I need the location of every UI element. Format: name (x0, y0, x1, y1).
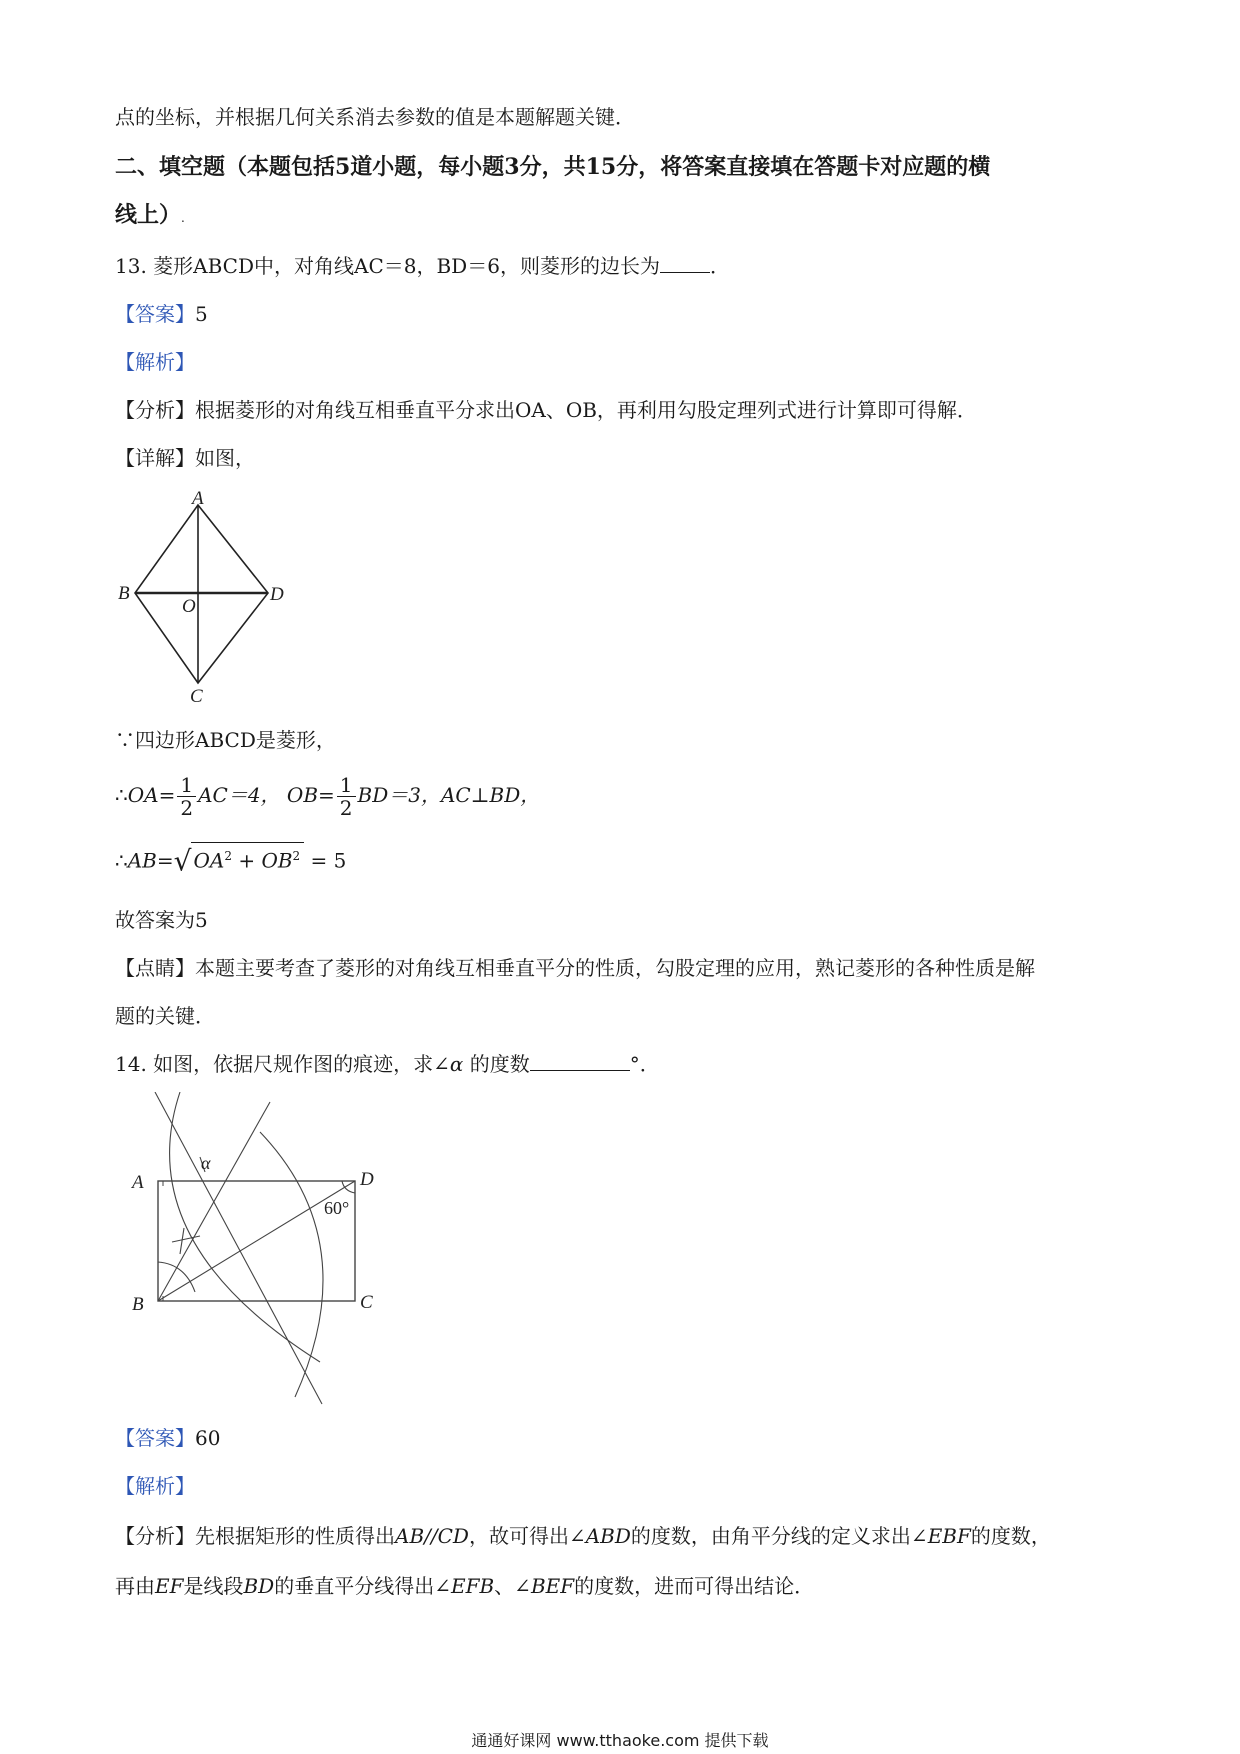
label-o: O (182, 596, 196, 617)
label-b: B (118, 583, 130, 604)
arc-left (170, 1092, 320, 1362)
tick-2 (180, 1228, 184, 1254)
q14-analysis-1c: ，故可得出∠ (468, 1524, 586, 1548)
label-c: C (190, 686, 203, 707)
footer: 通通好课网 www.tthaoke.com 提供下载 (471, 1731, 769, 1750)
q14-question-text: 14. 如图，依据尺规作图的痕迹，求∠ (115, 1052, 450, 1076)
q14-answer-value: 60 (195, 1426, 221, 1450)
rhombus-figure (110, 490, 300, 710)
label-a: A (192, 490, 204, 509)
label-d: D (360, 1169, 374, 1190)
step3-result: = 5 (304, 848, 347, 873)
sqrt-sign: √ (173, 844, 192, 878)
section-title-line-2 (115, 201, 185, 232)
step3-eq: = (156, 848, 174, 873)
q14-analysis-1 (115, 1522, 1051, 1550)
step3-ob: OB (261, 848, 293, 873)
q14-analysis-1e: 的度数，由角平分线的定义求出∠ (630, 1524, 928, 1548)
sqrt-content (191, 842, 304, 874)
q13-answer-label: 【答案】 (115, 302, 195, 326)
q13-step3 (115, 842, 346, 876)
q13-analysis-label: 【分析】 (115, 398, 195, 422)
q13-answer-blank (660, 254, 710, 273)
q14-question-suffix: °． (629, 1052, 660, 1076)
q14-analysis-1d: ABD (585, 1524, 631, 1548)
label-60: 60° (324, 1198, 350, 1218)
q13-summary-text-1: 本题主要考查了菱形的对角线互相垂直平分的性质，勾股定理的应用，熟记菱形的各种性质是解 (195, 956, 1035, 980)
q14-analysis-2e: 的垂直平分线得出∠ (274, 1574, 451, 1598)
step3-prefix: ∴ (115, 848, 128, 873)
step2-oa: OA (127, 783, 159, 807)
construction-figure (110, 1092, 430, 1410)
q14-analysis-2 (115, 1572, 814, 1600)
step3-exp-2: 2 (292, 849, 301, 863)
q14-jiexi-label: 【解析】 (115, 1474, 195, 1498)
frac-1-den: 2 (180, 796, 194, 820)
label-alpha: α (201, 1153, 211, 1173)
q13-detail-label: 【详解】 (115, 446, 195, 470)
q14-analysis-2f: EFB (450, 1574, 495, 1598)
step3-oa: OA (193, 848, 225, 873)
q14-analysis-2c: 是线段 (183, 1574, 244, 1598)
q14-analysis-2g: 、∠ (494, 1574, 531, 1598)
q13-analysis (115, 396, 977, 424)
q14-question (115, 1050, 660, 1078)
step2-bd-text: BD＝3，AC⊥BD， (357, 783, 541, 807)
q14-answer-label: 【答案】 (115, 1426, 195, 1450)
q13-detail (115, 444, 255, 472)
section-title-mark: . (181, 211, 185, 225)
q14-analysis-1b: AB//CD (395, 1524, 469, 1548)
step2-eq: = (158, 783, 176, 807)
label-c: C (360, 1292, 373, 1313)
step2-prefix: ∴ (115, 783, 128, 807)
q14-answer-blank (530, 1052, 630, 1071)
q14-analysis-2h: BEF (530, 1574, 575, 1598)
q14-question-mid: 的度数 (463, 1052, 530, 1076)
q13-final: 故答案为5 (115, 908, 208, 932)
label-d: D (270, 584, 284, 605)
q13-question-suffix: ． (709, 254, 730, 278)
q13-step1: ∵四边形ABCD是菱形， (115, 728, 336, 752)
frac-2-den: 2 (339, 796, 353, 820)
tick-1 (172, 1236, 200, 1242)
q13-answer (115, 300, 208, 328)
intro-line: 点的坐标，并根据几何关系消去参数的值是本题解题关键． (115, 105, 635, 129)
q14-analysis-1f: EBF (927, 1524, 971, 1548)
perpendicular-bisector (155, 1092, 322, 1404)
q13-step2 (115, 774, 540, 819)
q13-summary-1 (115, 954, 1035, 982)
step2-eq-2: = (318, 783, 335, 807)
frac-2-num: 1 (337, 774, 356, 797)
q14-answer (115, 1424, 220, 1452)
q13-jiexi-label: 【解析】 (115, 350, 195, 374)
step2-frac-1 (177, 774, 196, 819)
right-angle-a (158, 1181, 163, 1186)
q13-summary-2: 题的关键． (115, 1004, 215, 1028)
step3-plus: + (231, 848, 262, 873)
step3-exp-1: 2 (224, 849, 232, 863)
label-b: B (132, 1294, 144, 1315)
q14-analysis-2b: EF (155, 1574, 184, 1598)
step2-frac-2 (337, 774, 356, 819)
q13-detail-text: 如图， (195, 446, 255, 470)
q14-analysis-2i: 的度数，进而可得出结论． (574, 1574, 815, 1598)
q13-answer-value: 5 (195, 302, 208, 326)
frac-1-num: 1 (177, 774, 196, 797)
arc-small-b (158, 1262, 195, 1292)
section-title-line-1: 二、填空题（本题包括5道小题，每小题3分，共15分，将答案直接填在答题卡对应题的横 (115, 154, 991, 180)
q14-analysis-2d: BD (243, 1574, 275, 1598)
q14-analysis-label: 【分析】 (115, 1524, 195, 1548)
q13-summary-label: 【点睛】 (115, 956, 195, 980)
step2-ac-text: AC＝4， (198, 783, 281, 807)
q14-alpha: α (449, 1052, 464, 1076)
section-title-text: 线上） (115, 202, 182, 228)
q13-question (115, 252, 730, 280)
q13-question-text: 13. 菱形ABCD中，对角线AC＝8，BD＝6，则菱形的边长为 (115, 254, 660, 278)
q14-analysis-2a: 再由 (115, 1574, 155, 1598)
step2-ob: OB (286, 783, 319, 807)
label-a: A (132, 1172, 144, 1193)
step3-ab: AB (127, 848, 157, 873)
q14-analysis-1a: 先根据矩形的性质得出 (195, 1524, 395, 1548)
q14-analysis-1g: 的度数， (970, 1524, 1051, 1548)
q13-analysis-text: 根据菱形的对角线互相垂直平分求出OA、OB，再利用勾股定理列式进行计算即可得解． (195, 398, 977, 422)
